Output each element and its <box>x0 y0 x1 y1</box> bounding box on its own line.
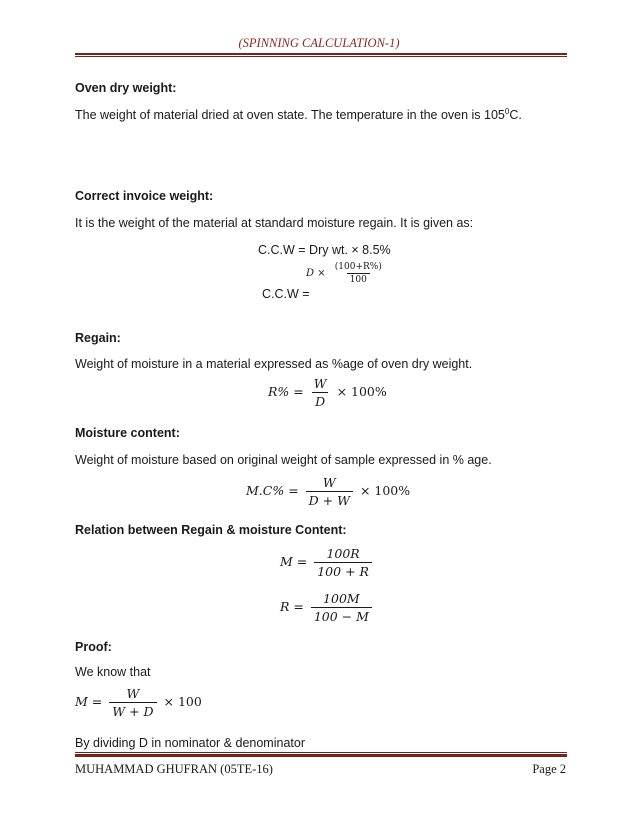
heading-regain: Regain: <box>75 331 121 345</box>
relation-r-fraction <box>311 591 372 624</box>
moisture-fraction <box>306 475 353 508</box>
moisture-formula-lhs: M.C% = <box>246 483 299 498</box>
cciw-formula-2-d: D × <box>306 268 326 279</box>
relation-r-numerator: 100M <box>323 591 360 606</box>
proof-numerator: W <box>126 686 140 701</box>
relation-m-lhs: M = <box>280 554 308 569</box>
heading-correct-invoice-weight: Correct invoice weight: <box>75 189 214 203</box>
regain-description: Weight of moisture in a material expressed as %age of oven dry weight. <box>75 357 473 371</box>
heading-proof: Proof: <box>75 640 112 654</box>
regain-fraction <box>311 376 330 409</box>
cciw-fraction-denominator: 100 <box>347 273 370 285</box>
regain-formula-rhs: × 100% <box>336 384 387 399</box>
cciw-fraction <box>332 262 385 285</box>
proof-formula-lhs: M = <box>75 694 103 709</box>
proof-formula-rhs: × 100 <box>163 694 202 709</box>
degree-superscript: 0 <box>504 107 510 116</box>
cciw-formula-2-lhs: C.C.W = <box>262 287 310 301</box>
moisture-description: Weight of moisture based on original weight of sample expressed in % age. <box>75 453 492 467</box>
regain-formula <box>268 376 387 409</box>
proof-formula <box>75 686 202 719</box>
proof-intro: We know that <box>75 665 151 679</box>
cciw-description: It is the weight of the material at standard moisture regain. It is given as: <box>75 216 474 230</box>
page-header-title: (SPINNING CALCULATION-1) <box>238 36 400 50</box>
oven-dry-text: The weight of material dried at oven state. The temperature in the oven is 105 <box>75 108 505 122</box>
relation-r-lhs: R = <box>280 599 304 614</box>
cciw-formula-1: C.C.W = Dry wt. × 8.5% <box>258 243 391 257</box>
relation-formula-m <box>280 546 375 579</box>
cciw-fraction-numerator: (100+R%) <box>334 262 382 272</box>
footer-page-number: Page 2 <box>532 762 566 776</box>
moisture-denominator: D + W <box>306 491 353 508</box>
regain-numerator: W <box>313 376 327 391</box>
oven-dry-text-end: C. <box>509 108 522 122</box>
moisture-formula <box>246 475 410 508</box>
footer-author: MUHAMMAD GHUFRAN (05TE-16) <box>75 762 273 776</box>
header-rule-thin <box>75 56 567 57</box>
relation-m-denominator: 100 + R <box>314 562 372 579</box>
moisture-numerator: W <box>322 475 336 490</box>
moisture-formula-rhs: × 100% <box>359 483 411 498</box>
relation-r-denominator: 100 − M <box>311 607 372 624</box>
regain-denominator: D <box>312 392 328 409</box>
oven-dry-description <box>75 107 522 123</box>
proof-fraction <box>109 686 156 719</box>
relation-m-numerator: 100R <box>326 546 360 561</box>
relation-m-fraction <box>314 546 372 579</box>
proof-denominator: W + D <box>109 702 156 719</box>
heading-relation: Relation between Regain & moisture Content: <box>75 523 347 537</box>
footer-rule-thin <box>75 752 567 753</box>
cciw-formula-2 <box>306 262 388 285</box>
proof-step-text: By dividing D in nominator & denominator <box>75 736 305 750</box>
heading-oven-dry-weight: Oven dry weight: <box>75 81 177 95</box>
header-rule <box>75 53 567 55</box>
footer-rule <box>75 754 567 757</box>
regain-formula-lhs: R% = <box>268 384 304 399</box>
relation-formula-r <box>280 591 375 624</box>
heading-moisture-content: Moisture content: <box>75 426 180 440</box>
